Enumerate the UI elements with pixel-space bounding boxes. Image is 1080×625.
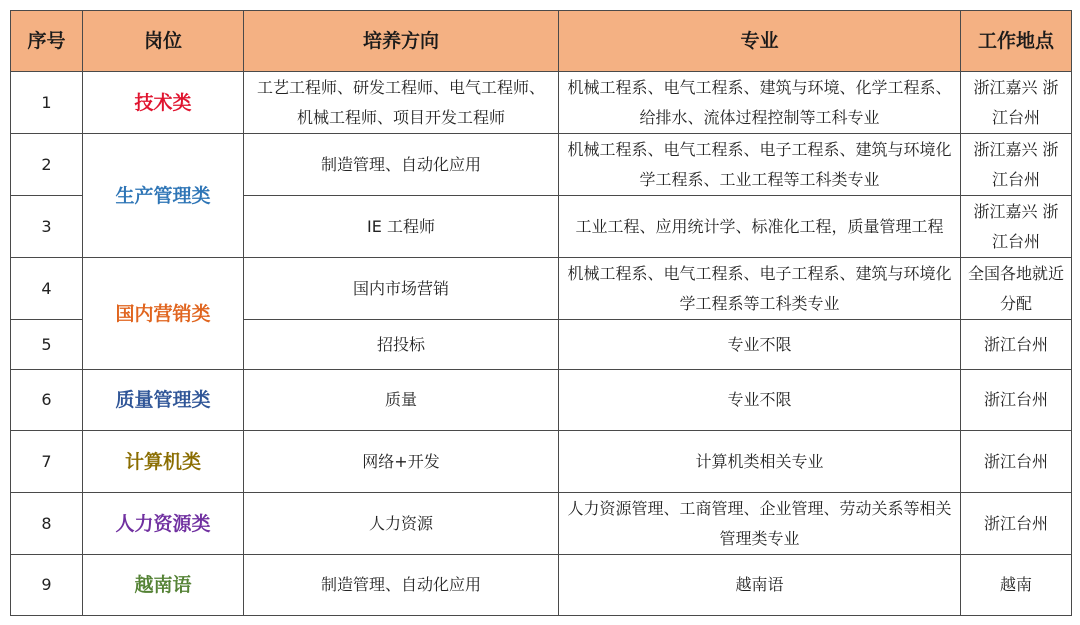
- direction-cell: 网络+开发: [244, 431, 559, 493]
- location-cell: 全国各地就近分配: [961, 258, 1072, 320]
- header-number: 序号: [11, 11, 83, 72]
- table-row: [11, 370, 1072, 431]
- major-cell: 人力资源管理、工商管理、企业管理、劳动关系等相关管理类专业: [559, 493, 961, 555]
- location-cell: 浙江台州: [961, 370, 1072, 431]
- row-number: 1: [11, 72, 83, 134]
- row-number: 8: [11, 493, 83, 555]
- major-cell: 机械工程系、电气工程系、电子工程系、建筑与环境化学工程系等工科类专业: [559, 258, 961, 320]
- header-row: [11, 11, 1072, 72]
- table-row: [11, 555, 1072, 616]
- direction-cell: 招投标: [244, 320, 559, 370]
- location-cell: 越南: [961, 555, 1072, 616]
- major-cell: 工业工程、应用统计学、标准化工程，质量管理工程: [559, 196, 961, 258]
- category-production: 生产管理类: [83, 134, 244, 258]
- major-cell: 越南语: [559, 555, 961, 616]
- recruitment-table: [10, 10, 1072, 616]
- major-cell: 计算机类相关专业: [559, 431, 961, 493]
- major-cell: 机械工程系、电气工程系、建筑与环境、化学工程系、给排水、流体过程控制等工科专业: [559, 72, 961, 134]
- row-number: 7: [11, 431, 83, 493]
- category-computer: 计算机类: [83, 431, 244, 493]
- header-position: 岗位: [83, 11, 244, 72]
- location-cell: 浙江台州: [961, 320, 1072, 370]
- category-hr: 人力资源类: [83, 493, 244, 555]
- location-cell: 浙江台州: [961, 493, 1072, 555]
- category-quality: 质量管理类: [83, 370, 244, 431]
- table-row: [11, 493, 1072, 555]
- recruitment-table-container: [10, 10, 1071, 616]
- direction-cell: 人力资源: [244, 493, 559, 555]
- direction-cell: 制造管理、自动化应用: [244, 134, 559, 196]
- table-row: [11, 134, 1072, 196]
- row-number: 6: [11, 370, 83, 431]
- row-number: 2: [11, 134, 83, 196]
- direction-cell: 制造管理、自动化应用: [244, 555, 559, 616]
- direction-cell: 质量: [244, 370, 559, 431]
- location-cell: 浙江嘉兴 浙江台州: [961, 72, 1072, 134]
- major-cell: 专业不限: [559, 370, 961, 431]
- table-row: [11, 258, 1072, 320]
- header-major: 专业: [559, 11, 961, 72]
- table-row: [11, 72, 1072, 134]
- category-marketing: 国内营销类: [83, 258, 244, 370]
- location-cell: 浙江嘉兴 浙江台州: [961, 134, 1072, 196]
- row-number: 4: [11, 258, 83, 320]
- direction-cell: 工艺工程师、研发工程师、电气工程师、机械工程师、项目开发工程师: [244, 72, 559, 134]
- location-cell: 浙江台州: [961, 431, 1072, 493]
- category-vietnamese: 越南语: [83, 555, 244, 616]
- major-cell: 专业不限: [559, 320, 961, 370]
- major-cell: 机械工程系、电气工程系、电子工程系、建筑与环境化学工程系、工业工程等工科类专业: [559, 134, 961, 196]
- location-cell: 浙江嘉兴 浙江台州: [961, 196, 1072, 258]
- row-number: 3: [11, 196, 83, 258]
- row-number: 9: [11, 555, 83, 616]
- header-location: 工作地点: [961, 11, 1072, 72]
- header-direction: 培养方向: [244, 11, 559, 72]
- table-row: [11, 431, 1072, 493]
- direction-cell: 国内市场营销: [244, 258, 559, 320]
- row-number: 5: [11, 320, 83, 370]
- direction-cell: IE 工程师: [244, 196, 559, 258]
- category-tech: 技术类: [83, 72, 244, 134]
